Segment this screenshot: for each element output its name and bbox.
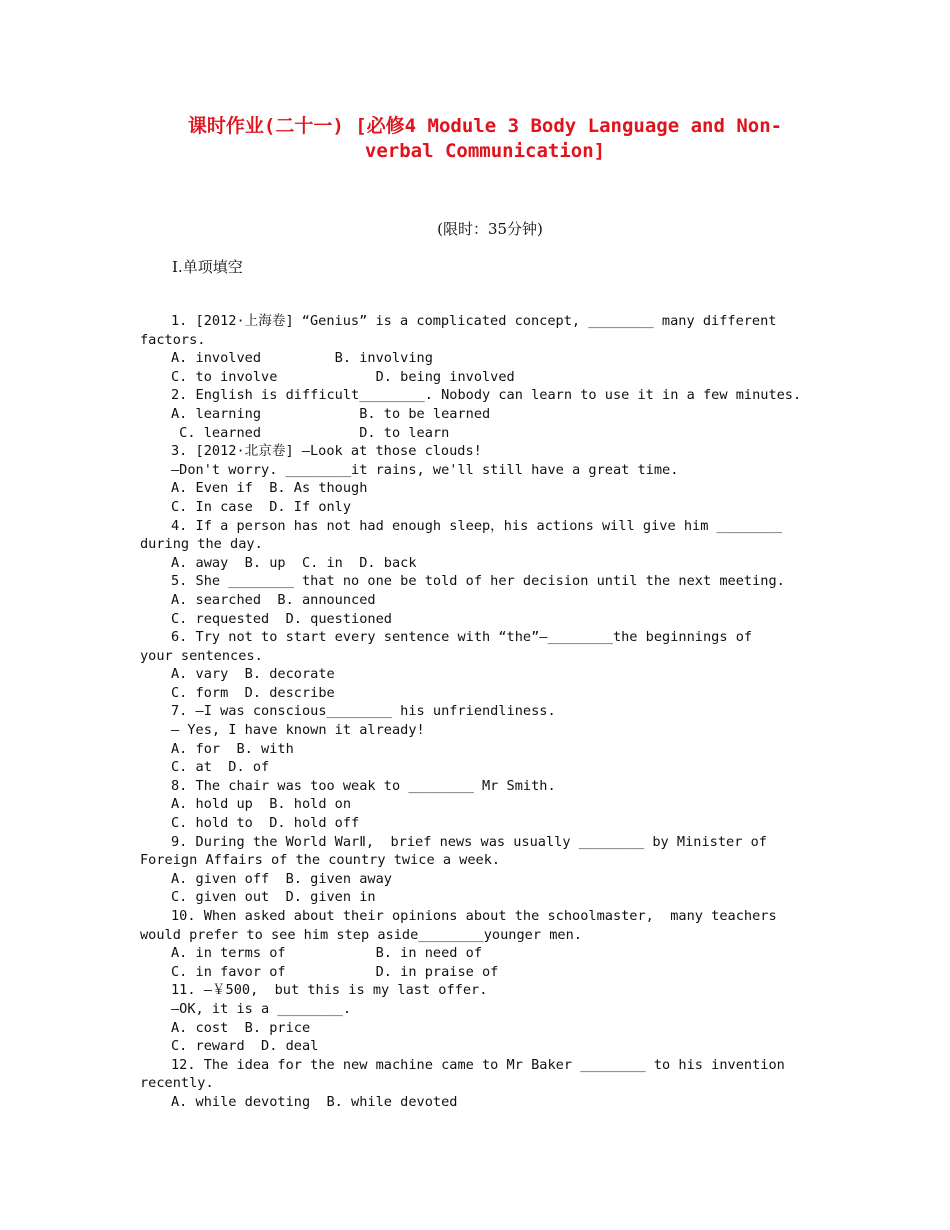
text-line: 11. —￥500, but this is my last offer. xyxy=(171,982,488,999)
text-line: 5. She ________ that no one be told of her decision until the next meeting. xyxy=(171,573,785,590)
text-line: A. involved B. involving xyxy=(171,350,433,367)
text-line: C. at D. of xyxy=(171,759,270,776)
text-line: 12. The idea for the new machine came to Mr Baker ________ to his invention xyxy=(171,1056,785,1073)
text-line: C. In case D. If only xyxy=(171,498,352,515)
text-line: your sentences. xyxy=(140,647,263,664)
text-line: 2. English is difficult________. Nobody can learn to use it in a few minutes. xyxy=(171,387,802,404)
text-line: recently. xyxy=(140,1075,214,1092)
text-line: A. given off B. given away xyxy=(171,870,392,887)
text-line: C. in favor of D. in praise of xyxy=(171,963,499,980)
text-line: A. vary B. decorate xyxy=(171,666,335,683)
text-line: C. requested D. questioned xyxy=(171,610,392,627)
time-limit: (限时：35分钟) xyxy=(437,220,543,238)
text-line: A. cost B. price xyxy=(171,1019,311,1036)
text-line: A. in terms of B. in need of xyxy=(171,945,482,962)
text-line: —Don't worry. ________it rains, we'll still have a great time. xyxy=(171,461,679,478)
text-line: C. reward D. deal xyxy=(171,1038,319,1055)
text-line: 4. If a person has not had enough sleep，his actions will give him ________ xyxy=(171,517,783,534)
text-line: 8. The chair was too weak to ________ Mr Smith. xyxy=(171,777,556,794)
text-line: C. to involve D. being involved xyxy=(171,368,515,385)
text-line: 1. [2012·上海卷] “Genius” is a complicated concept, ________ many different xyxy=(171,313,777,329)
text-line: factors. xyxy=(140,331,206,348)
text-line: A. learning B. to be learned xyxy=(171,405,491,422)
text-line: C. form D. describe xyxy=(171,684,335,701)
text-line: A. hold up B. hold on xyxy=(171,796,352,813)
text-line: A. away B. up C. in D. back xyxy=(171,554,417,571)
text-line: would prefer to see him step aside________younger men. xyxy=(140,926,582,943)
text-line: — Yes, I have known it already! xyxy=(171,722,425,739)
text-line: during the day. xyxy=(140,536,263,553)
text-line: 3. [2012·北京卷] —Look at those clouds! xyxy=(171,443,482,460)
text-line: Foreign Affairs of the country twice a week. xyxy=(140,852,501,869)
text-line: 9. During the World WarⅡ, brief news was usually ________ by Minister of xyxy=(171,833,767,850)
section-heading: Ⅰ.单项填空 xyxy=(172,258,243,276)
page-title-line1: 课时作业(二十一) [必修4 Module 3 Body Language and Non- xyxy=(187,115,783,137)
question-list xyxy=(140,312,820,1112)
text-line: C. hold to D. hold off xyxy=(171,815,360,832)
text-line: 7. —I was conscious________ his unfriendliness. xyxy=(171,703,556,720)
text-line: A. while devoting B. while devoted xyxy=(171,1093,458,1110)
text-line: A. searched B. announced xyxy=(171,591,376,608)
text-line: 6. Try not to start every sentence with “the”—________the beginnings of xyxy=(171,629,753,646)
text-line: —OK, it is a ________. xyxy=(171,1000,352,1017)
text-line: C. given out D. given in xyxy=(171,889,376,906)
text-line: 10. When asked about their opinions about the schoolmaster, many teachers xyxy=(171,908,777,924)
page-title-line2: verbal Communication] xyxy=(364,140,606,162)
text-line: A. Even if B. As though xyxy=(171,480,368,497)
text-line: A. for B. with xyxy=(171,740,294,757)
text-line: C. learned D. to learn xyxy=(171,424,450,441)
